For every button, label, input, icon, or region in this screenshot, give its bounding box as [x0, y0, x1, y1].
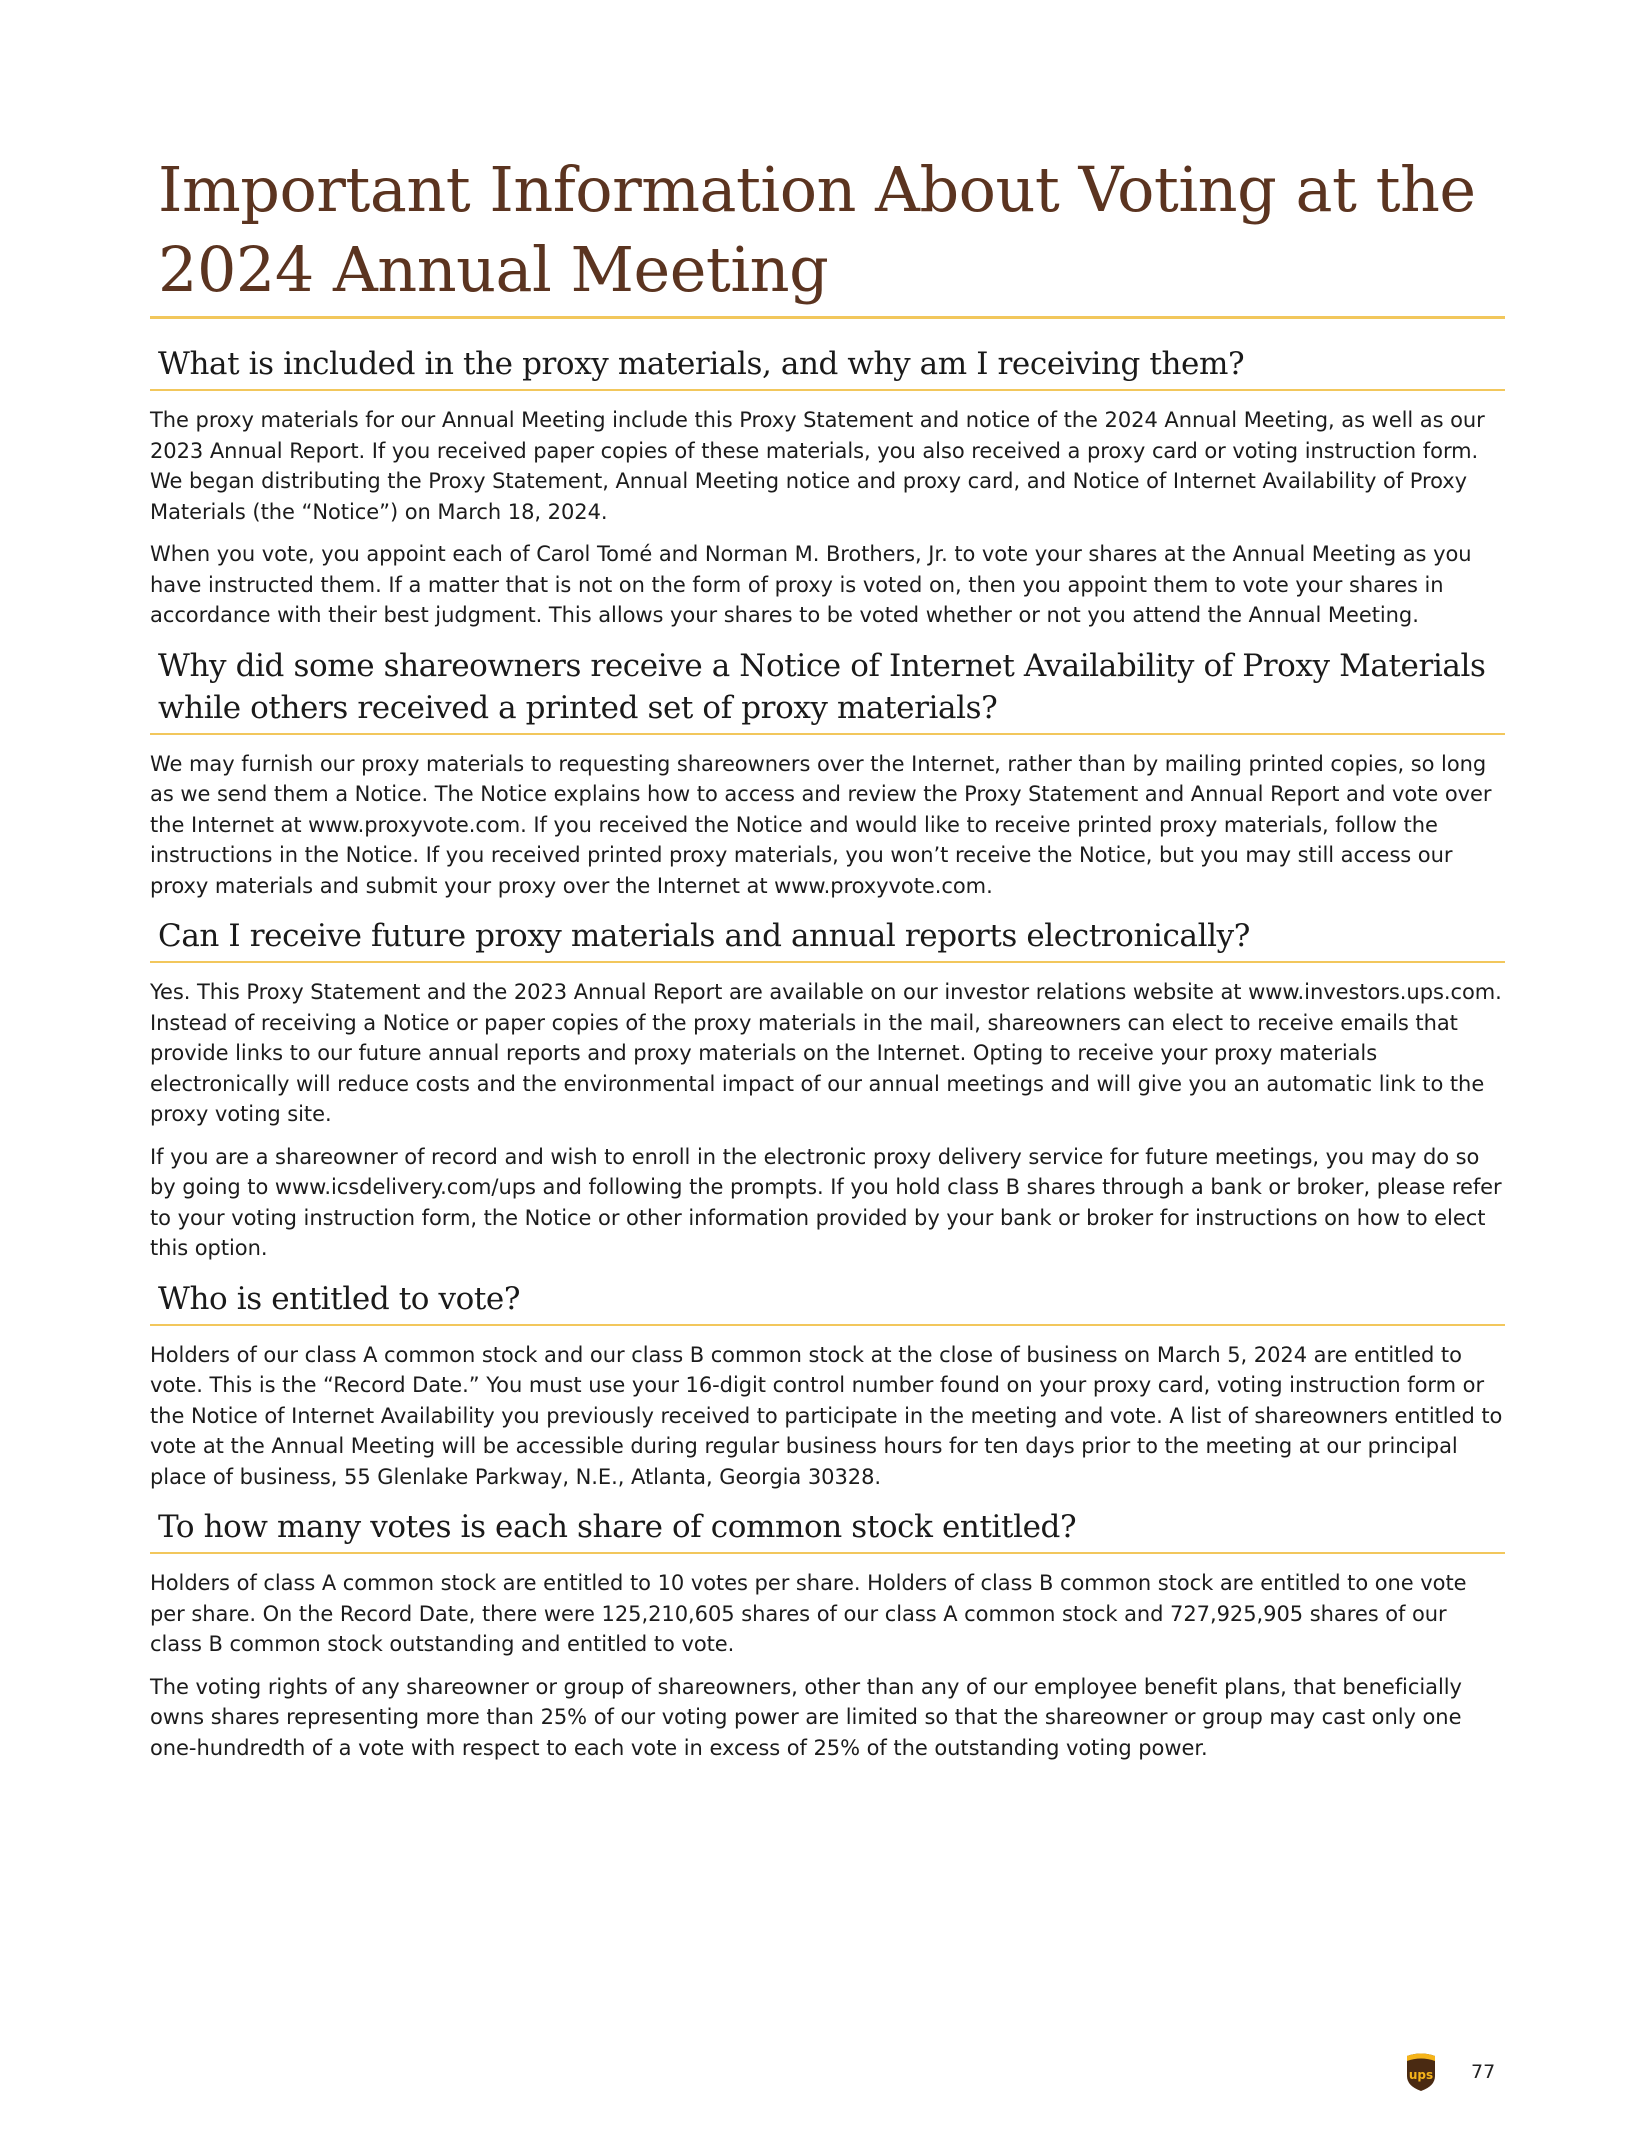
section-heading: Why did some shareowners receive a Notice of Internet Availability of Proxy Materials while others received a printed set of proxy materials? — [158, 647, 1486, 726]
section-heading: Can I receive future proxy materials and annual reports electronically? — [158, 918, 1250, 954]
section-heading: What is included in the proxy materials, and why am I receiving them? — [158, 346, 1245, 382]
document-page — [150, 150, 1505, 1775]
ups-shield-logo-icon — [1405, 2052, 1437, 2092]
section-divider — [150, 1552, 1505, 1554]
svg-text:ups: ups — [1408, 2068, 1434, 2082]
paragraph: Holders of our class A common stock and our class B common stock at the close of business on March 5, 2024 are entitled to vote. This is the “Record Date.” You must use your 16-digit control number found on your proxy card, voting instruction form or the Notice of Internet Availability you previously received to participate in the meeting and vote. A list of shareowners entitled to vote at the Annual Meeting will be accessible during regular business hours for ten days prior to the meeting at our principal place of business, 55 Glenlake Parkway, N.E., Atlanta, Georgia 30328. — [150, 1342, 1503, 1489]
section-divider — [150, 961, 1505, 963]
section-electronic-delivery — [150, 915, 1505, 1264]
section-votes-per-share — [150, 1506, 1505, 1763]
page-title: Important Information About Voting at the 2024 Annual Meeting — [158, 153, 1476, 306]
paragraph: If you are a shareowner of record and wish to enroll in the electronic proxy delivery service for future meetings, you may do so by going to www.icsdelivery.com/ups and following the prompts. If you hold class B shares through a bank or broker, please refer to your voting instruction form, the Notice or other information provided by your bank or broker for instructions on how to elect this option. — [150, 1144, 1502, 1260]
section-divider — [150, 389, 1505, 391]
section-divider — [150, 733, 1505, 735]
section-divider — [150, 1324, 1505, 1326]
paragraph: Holders of class A common stock are entitled to 10 votes per share. Holders of class B common stock are entitled to one vote per share. On the Record Date, there were 125,210,605 shares of our class A common stock and 727,925,905 shares of our class B common stock outstanding and entitled to vote. — [150, 1571, 1467, 1656]
paragraph: We may furnish our proxy materials to requesting shareowners over the Internet, rather than by mailing printed copies, so long as we send them a Notice. The Notice explains how to access and review the Proxy Statement and Annual Report and vote over the Internet at www.proxyvote.com. If you received the Notice and would like to receive printed proxy materials, follow the instructions in the Notice. If you received printed proxy materials, you won’t receive the Notice, but you may still access our proxy materials and submit your proxy over the Internet at www.proxyvote.com. — [150, 751, 1492, 898]
title-divider — [150, 316, 1505, 319]
page-number: 77 — [1471, 2061, 1496, 2083]
paragraph: The voting rights of any shareowner or group of shareowners, other than any of our employee benefit plans, that beneficially owns shares representing more than 25% of our voting power are limited so that the shareowner or group may cast only one one-hundredth of a vote with respect to each vote in excess of 25% of the outstanding voting power. — [150, 1674, 1462, 1760]
section-who-is-entitled — [150, 1278, 1505, 1493]
section-heading: Who is entitled to vote? — [158, 1280, 521, 1317]
section-heading: To how many votes is each share of common stock entitled? — [158, 1509, 1077, 1545]
paragraph: The proxy materials for our Annual Meeting include this Proxy Statement and notice of the 2024 Annual Meeting, as well as our 2023 Annual Report. If you received paper copies of these materials, you also received a proxy card or voting instruction form. We began distributing the Proxy Statement, Annual Meeting notice and proxy card, and Notice of Internet Availability of Proxy Materials (the “Notice”) on March 18, 2024. — [150, 408, 1485, 524]
page-footer — [1405, 2052, 1495, 2092]
section-proxy-materials — [150, 343, 1505, 631]
paragraph: When you vote, you appoint each of Carol Tomé and Norman M. Brothers, Jr. to vote your shares at the Annual Meeting as you have instructed them. If a matter that is not on the form of proxy is voted on, then you appoint them to vote your shares in accordance with their best judgment. This allows your shares to be voted whether or not you attend the Annual Meeting. — [150, 542, 1472, 627]
paragraph: Yes. This Proxy Statement and the 2023 Annual Report are available on our investor relations website at www.investors.ups.com. Instead of receiving a Notice or paper copies of the proxy materials in the mail, shareowners can elect to receive emails that provide links to our future annual reports and proxy materials on the Internet. Opting to receive your proxy materials electronically will reduce costs and the environmental impact of our annual meetings and will give you an automatic link to the proxy voting site. — [150, 980, 1502, 1126]
section-notice-of-internet-availability — [150, 645, 1505, 902]
